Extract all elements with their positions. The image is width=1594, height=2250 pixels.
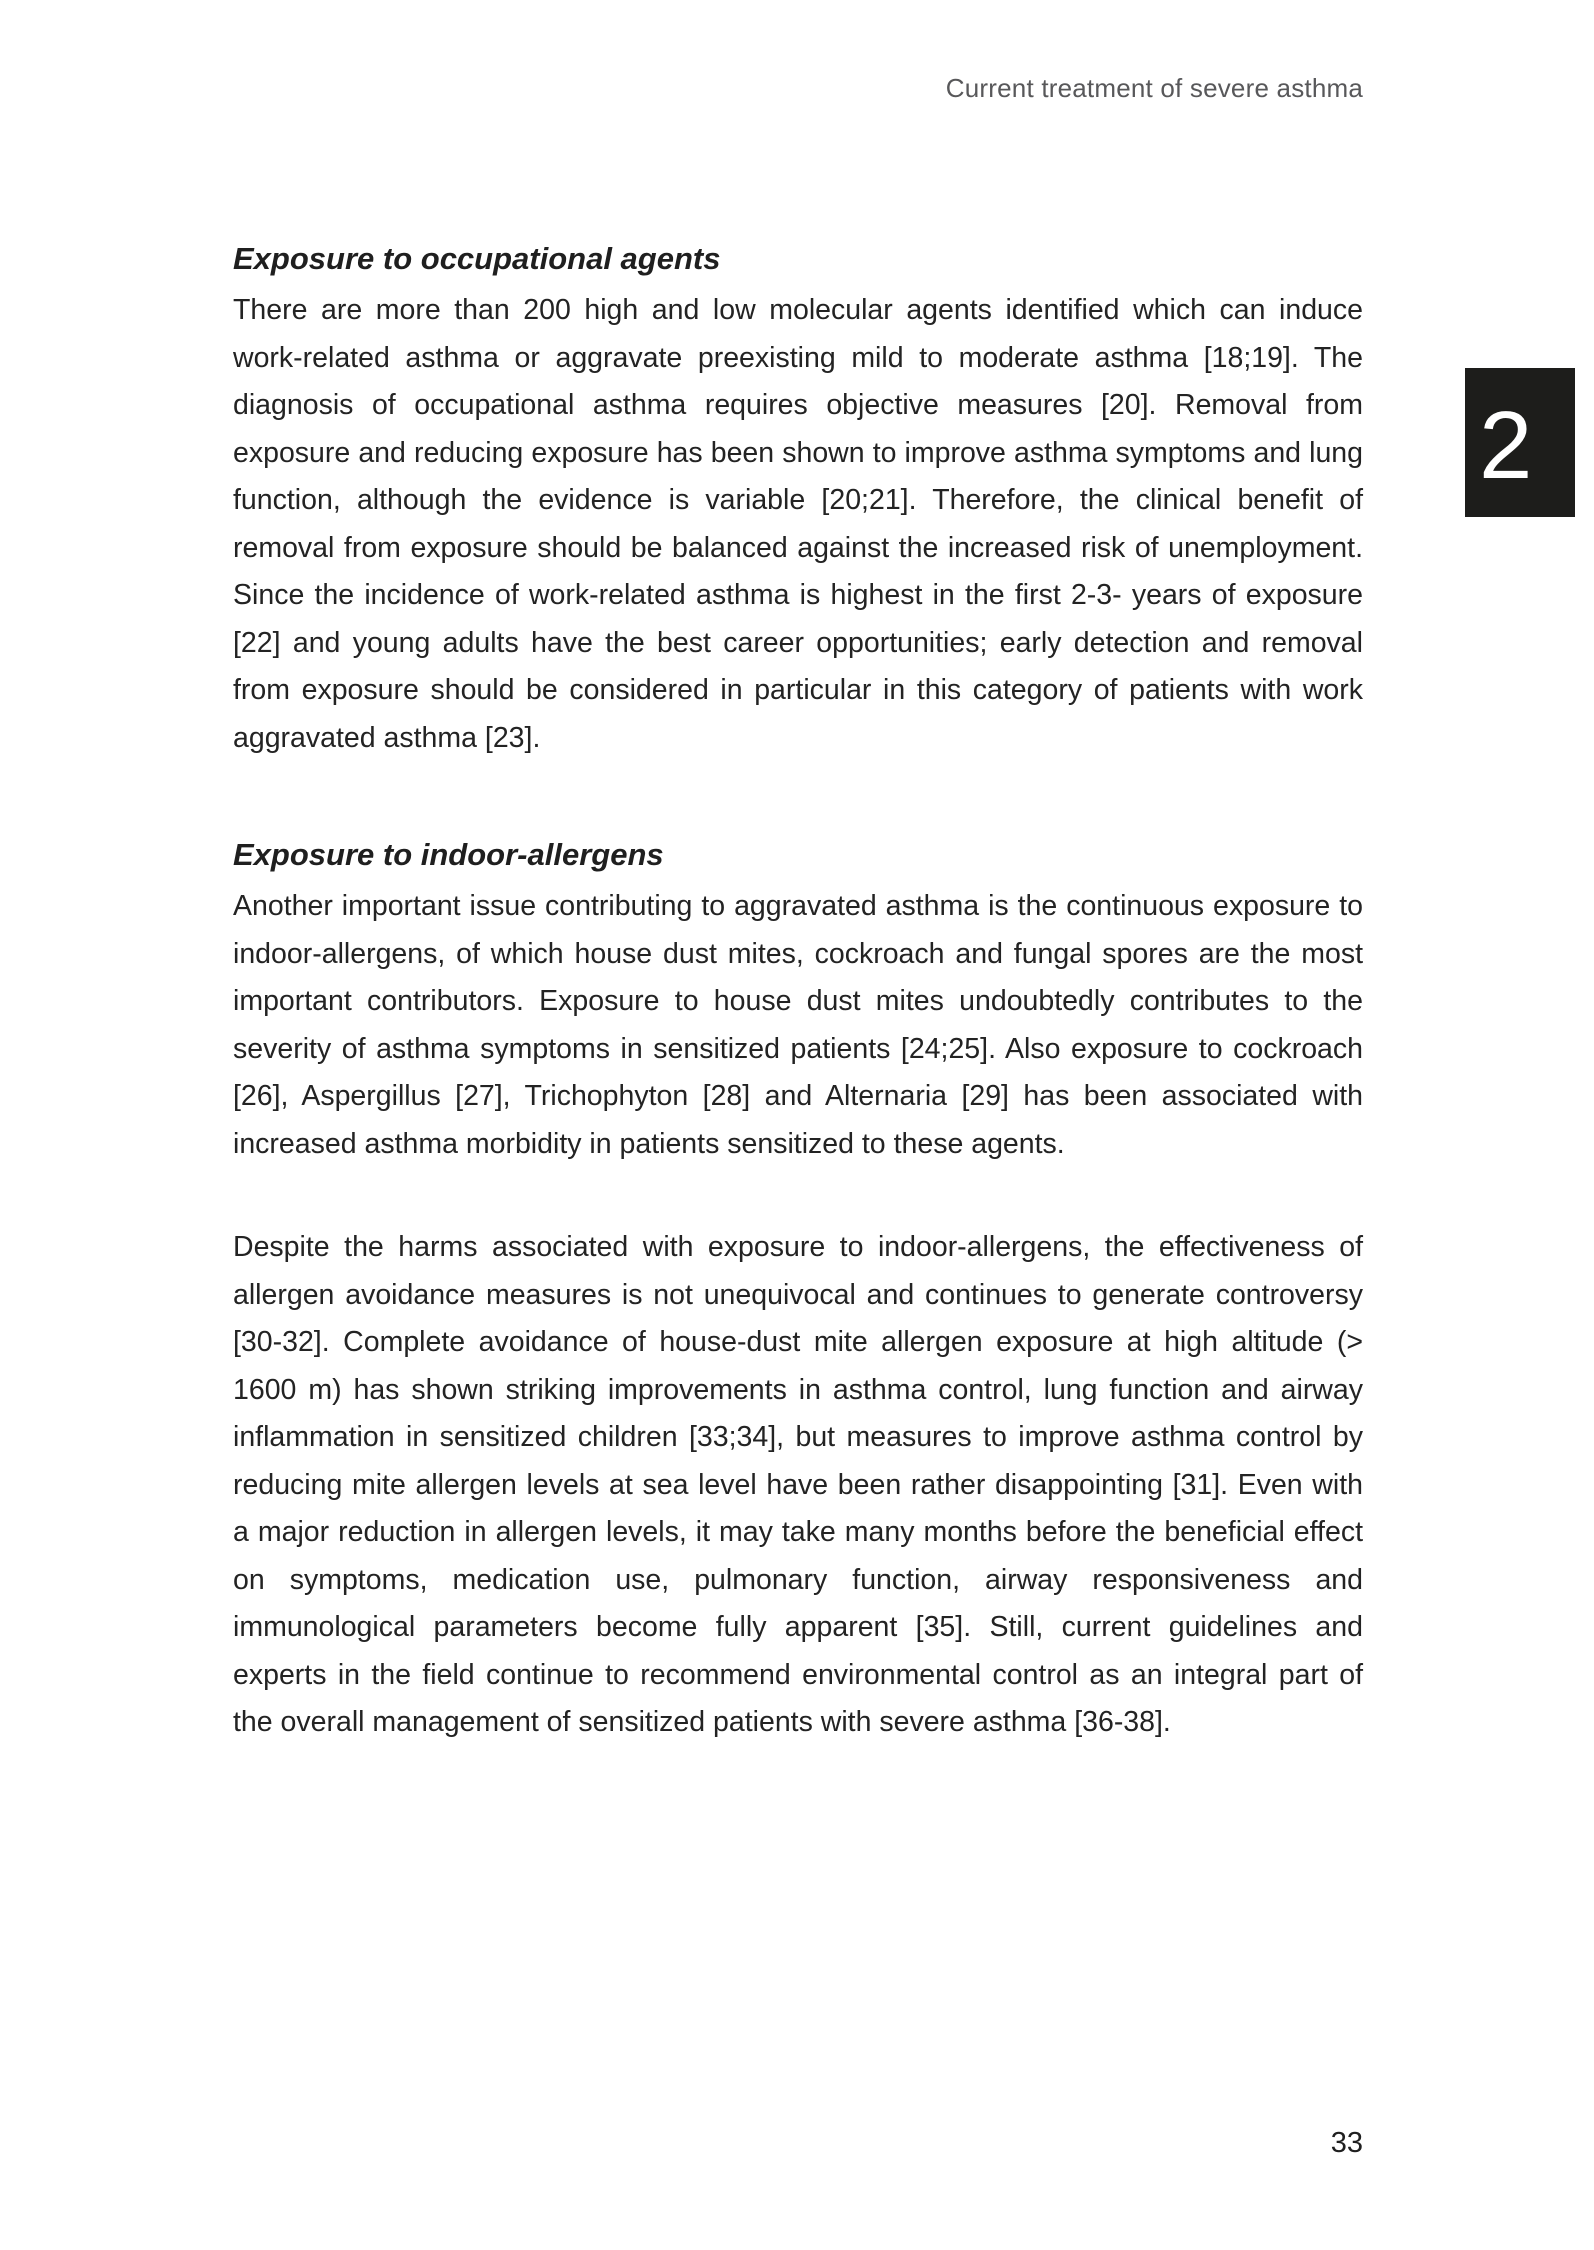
- paragraph-occupational-agents: There are more than 200 high and low molecular agents identified which can induce work-related asthma or aggravate preexisting mild to moderate asthma [18;19]. The diagnosis of occupational asthma requires objective measures [20]. Removal from exposure and reducing exposure has been shown to improve asthma symptoms and lung function, although the evidence is variable [20;21]. Therefore, the clinical benefit of removal from exposure should be balanced against the increased risk of unemployment. Since the incidence of work-related asthma is highest in the first 2-3- years of exposure [22] and young adults have the best career opportunities; early detection and removal from exposure should be considered in particular in this category of patients with work aggravated asthma [23].: [233, 294, 1363, 754]
- paragraph-indoor-allergens-1: Another important issue contributing to aggravated asthma is the continuous exposure to indoor-allergens, of which house dust mites, cockroach and fungal spores are the most important contributors. Exposure to house dust mites undoubtedly contributes to the severity of asthma symptoms in sensitized patients [24;25]. Also exposure to cockroach [26], Aspergillus [27], Trichophyton [28] and Alternaria [29] has been associated with increased asthma morbidity in patients sensitized to these agents.: [233, 890, 1363, 1160]
- page-number: 33: [1330, 2127, 1363, 2159]
- paragraph-indoor-allergens-2: Despite the harms associated with exposure to indoor-allergens, the effectiveness of allergen avoidance measures is not unequivocal and continues to generate controversy [30-32]. Complete avoidance of house-dust mite allergen exposure at high altitude (> 1600 m) has shown striking improvements in asthma control, lung function and airway inflammation in sensitized children [33;34], but measures to improve asthma control by reducing mite allergen levels at sea level have been rather disappointing [31]. Even with a major reduction in allergen levels, it may take many months before the beneficial effect on symptoms, medication use, pulmonary function, airway responsiveness and immunological parameters become fully apparent [35]. Still, current guidelines and experts in the field continue to recommend environmental control as an integral part of the overall management of sensitized patients with severe asthma [36-38].: [233, 1231, 1363, 1738]
- page-body: [233, 0, 1363, 1747]
- chapter-tab: [1465, 368, 1575, 517]
- chapter-number: 2: [1479, 391, 1533, 499]
- running-header: Current treatment of severe asthma: [945, 73, 1363, 103]
- section-heading-indoor-allergens: Exposure to indoor-allergens: [233, 837, 664, 872]
- section-heading-occupational-agents: Exposure to occupational agents: [233, 241, 721, 276]
